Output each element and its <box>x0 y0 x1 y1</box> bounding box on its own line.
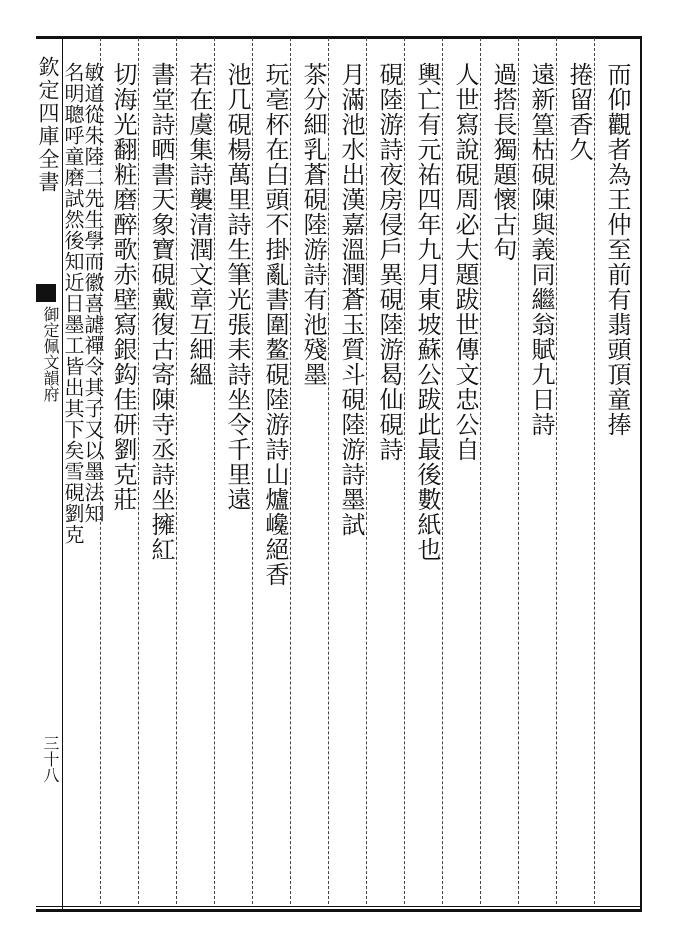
text-column: 茶分細乳蒼硯陸游詩有池殘墨 <box>299 62 327 387</box>
text-column: 硯陸游詩夜房侵戶異硯陸游曷仙硯詩 <box>375 62 403 462</box>
fishtail-mark <box>36 284 56 302</box>
text-column: 而仰觀者為王仲至前有翡頭頂童捧 <box>603 62 631 437</box>
text-column: 書堂詩晒書天象寶硯戴復古寄陳寺丞詩坐擁紅 <box>147 62 175 562</box>
margin-book-title: 御定佩文韻府 <box>41 306 60 402</box>
text-column: 捲留香久 <box>565 62 593 162</box>
page-number: 三十八 <box>41 735 60 783</box>
text-column: 玩亳杯在白頭不掛亂書圍鳌硯陸游詩山爐巉絕香 <box>261 62 289 587</box>
bottom-rule <box>36 906 640 907</box>
text-column: 月滿池水出漢嘉溫潤蒼玉質斗硯陸游詩墨試 <box>337 62 365 537</box>
text-column: 遠新篁枯硯陳與義同繼翁賦九日詩 <box>527 62 555 437</box>
text-column: 敏道從朱陸二先生學而徽喜謔禪令其子又以墨法知 <box>81 62 105 524</box>
text-column: 輿亡有元祐四年九月東坡蘇公跋此最後數紙也 <box>413 62 441 562</box>
text-column: 過搭長獨題懷古句 <box>489 62 517 262</box>
text-column: 池几硯楊萬里詩生筆光張耒詩坐令千里遠 <box>223 62 251 512</box>
text-column: 名明聰呼童磨試然後知近日墨工皆出其下矣雪硯劉克 <box>61 62 85 545</box>
text-column: 若在虞集詩襲清潤文章互細縕 <box>185 62 213 387</box>
text-column: 人世寫說硯周必大題跋世傳文忠公自 <box>451 62 479 462</box>
text-column: 切海光翻粧磨醉歌赤壁寫銀鈎佳研劉克莊 <box>109 62 137 512</box>
margin-title: 欽定四庫全書 <box>36 56 60 194</box>
